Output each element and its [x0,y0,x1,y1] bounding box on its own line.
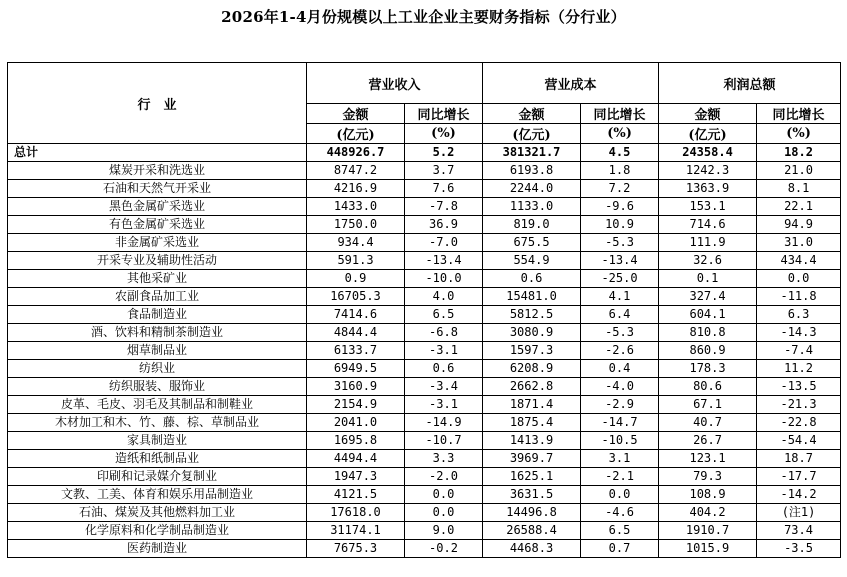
table-row [8,288,841,306]
cost-amount: 6208.9 [483,360,581,378]
cost-growth-unit: (%) [581,124,659,144]
cost-amount: 554.9 [483,252,581,270]
profit-amount: 108.9 [659,486,757,504]
profit-growth: -13.5 [757,378,841,396]
table-row [8,216,841,234]
cost-amount: 14496.8 [483,504,581,522]
revenue-amount: 8747.2 [307,162,405,180]
profit-growth: 73.4 [757,522,841,540]
revenue-growth-unit: (%) [405,124,483,144]
profit-growth: -17.7 [757,468,841,486]
cost-growth: 0.0 [581,486,659,504]
revenue-amount: 591.3 [307,252,405,270]
profit-amount: 32.6 [659,252,757,270]
profit-amount: 1363.9 [659,180,757,198]
cost-growth: -13.4 [581,252,659,270]
revenue-growth: 5.2 [405,144,483,162]
profit-amount: 24358.4 [659,144,757,162]
cost-amount: 3969.7 [483,450,581,468]
industry-name: 印刷和记录媒介复制业 [8,468,307,486]
cost-growth: -4.6 [581,504,659,522]
industry-name: 黑色金属矿采选业 [8,198,307,216]
cost-amount: 1133.0 [483,198,581,216]
revenue-amount: 4844.4 [307,324,405,342]
cost-growth: 7.2 [581,180,659,198]
profit-amount: 860.9 [659,342,757,360]
revenue-amount: 16705.3 [307,288,405,306]
cost-growth: -9.6 [581,198,659,216]
revenue-amount: 448926.7 [307,144,405,162]
table-row [8,450,841,468]
revenue-amount: 1947.3 [307,468,405,486]
revenue-growth: 36.9 [405,216,483,234]
table-body [8,144,841,558]
revenue-growth: -7.0 [405,234,483,252]
cost-amount-header: 金额 [483,104,581,124]
revenue-growth: -10.7 [405,432,483,450]
table-row [8,414,841,432]
table-row [8,324,841,342]
revenue-growth: 4.0 [405,288,483,306]
revenue-growth: -2.0 [405,468,483,486]
cost-growth: -2.9 [581,396,659,414]
profit-growth: 18.7 [757,450,841,468]
table-row [8,468,841,486]
revenue-growth: -6.8 [405,324,483,342]
revenue-amount: 7675.3 [307,540,405,558]
cost-growth: 1.8 [581,162,659,180]
cost-growth: -2.1 [581,468,659,486]
table-row [8,486,841,504]
table-row [8,540,841,558]
cost-amount: 2244.0 [483,180,581,198]
profit-growth: -14.3 [757,324,841,342]
revenue-growth: -14.9 [405,414,483,432]
table-row [8,306,841,324]
cost-header: 营业成本 [483,63,659,104]
industry-name: 木材加工和木、竹、藤、棕、草制品业 [8,414,307,432]
profit-amount-unit: (亿元) [659,124,757,144]
revenue-growth: 6.5 [405,306,483,324]
revenue-amount: 7414.6 [307,306,405,324]
revenue-growth: 9.0 [405,522,483,540]
profit-growth: 18.2 [757,144,841,162]
revenue-amount: 6949.5 [307,360,405,378]
profit-amount: 67.1 [659,396,757,414]
cost-amount: 1871.4 [483,396,581,414]
profit-amount: 1015.9 [659,540,757,558]
cost-amount: 26588.4 [483,522,581,540]
industry-name: 石油、煤炭及其他燃料加工业 [8,504,307,522]
table-row [8,396,841,414]
revenue-growth: -13.4 [405,252,483,270]
profit-amount: 1242.3 [659,162,757,180]
profit-amount: 26.7 [659,432,757,450]
table-row [8,234,841,252]
profit-growth: (注1) [757,504,841,522]
industry-name: 非金属矿采选业 [8,234,307,252]
table-row [8,378,841,396]
profit-growth: -7.4 [757,342,841,360]
profit-amount: 0.1 [659,270,757,288]
revenue-growth: 7.6 [405,180,483,198]
profit-growth: 0.0 [757,270,841,288]
industry-name: 造纸和纸制品业 [8,450,307,468]
cost-amount: 0.6 [483,270,581,288]
profit-growth: 21.0 [757,162,841,180]
industry-name: 石油和天然气开采业 [8,180,307,198]
profit-amount: 404.2 [659,504,757,522]
revenue-growth: -3.1 [405,396,483,414]
revenue-amount: 31174.1 [307,522,405,540]
revenue-amount: 17618.0 [307,504,405,522]
table-row [8,342,841,360]
profit-growth: 434.4 [757,252,841,270]
profit-amount: 1910.7 [659,522,757,540]
profit-growth: -14.2 [757,486,841,504]
table-row [8,522,841,540]
revenue-amount: 3160.9 [307,378,405,396]
revenue-amount: 4216.9 [307,180,405,198]
revenue-amount: 4121.5 [307,486,405,504]
cost-growth: 10.9 [581,216,659,234]
profit-amount: 178.3 [659,360,757,378]
profit-amount: 153.1 [659,198,757,216]
total-row [8,144,841,162]
revenue-header: 营业收入 [307,63,483,104]
industry-name: 纺织服装、服饰业 [8,378,307,396]
industry-name: 烟草制品业 [8,342,307,360]
profit-growth-unit: (%) [757,124,841,144]
revenue-growth: 0.0 [405,486,483,504]
profit-amount: 810.8 [659,324,757,342]
profit-growth: -11.8 [757,288,841,306]
cost-amount: 819.0 [483,216,581,234]
industry-name: 农副食品加工业 [8,288,307,306]
profit-growth: 94.9 [757,216,841,234]
profit-amount: 40.7 [659,414,757,432]
profit-header: 利润总额 [659,63,841,104]
revenue-growth: 0.0 [405,504,483,522]
cost-growth: 6.5 [581,522,659,540]
industry-name: 煤炭开采和洗选业 [8,162,307,180]
cost-amount: 4468.3 [483,540,581,558]
profit-growth: -21.3 [757,396,841,414]
cost-amount: 15481.0 [483,288,581,306]
profit-growth: -54.4 [757,432,841,450]
profit-growth: 11.2 [757,360,841,378]
revenue-growth: -0.2 [405,540,483,558]
cost-amount: 1875.4 [483,414,581,432]
cost-amount-unit: (亿元) [483,124,581,144]
revenue-amount: 0.9 [307,270,405,288]
table-row [8,180,841,198]
cost-growth: 0.4 [581,360,659,378]
cost-amount: 1597.3 [483,342,581,360]
cost-growth: 4.5 [581,144,659,162]
industry-name: 酒、饮料和精制茶制造业 [8,324,307,342]
profit-amount-header: 金额 [659,104,757,124]
cost-growth: -2.6 [581,342,659,360]
cost-amount: 3631.5 [483,486,581,504]
cost-growth: 0.7 [581,540,659,558]
cost-amount: 3080.9 [483,324,581,342]
cost-growth: -4.0 [581,378,659,396]
profit-amount: 604.1 [659,306,757,324]
revenue-amount: 6133.7 [307,342,405,360]
revenue-growth: -3.4 [405,378,483,396]
cost-amount: 381321.7 [483,144,581,162]
industry-name: 皮革、毛皮、羽毛及其制品和制鞋业 [8,396,307,414]
profit-growth: 6.3 [757,306,841,324]
industry-name: 文教、工美、体育和娱乐用品制造业 [8,486,307,504]
profit-amount: 111.9 [659,234,757,252]
revenue-amount-header: 金额 [307,104,405,124]
cost-growth: 4.1 [581,288,659,306]
industry-name: 有色金属矿采选业 [8,216,307,234]
cost-growth: -5.3 [581,234,659,252]
cost-amount: 5812.5 [483,306,581,324]
profit-growth-header: 同比增长 [757,104,841,124]
industry-name: 纺织业 [8,360,307,378]
table-row [8,504,841,522]
revenue-amount: 1750.0 [307,216,405,234]
cost-growth: -5.3 [581,324,659,342]
cost-growth-header: 同比增长 [581,104,659,124]
profit-growth: 22.1 [757,198,841,216]
industry-name: 开采专业及辅助性活动 [8,252,307,270]
table-row [8,270,841,288]
table-row [8,432,841,450]
cost-growth: 6.4 [581,306,659,324]
table-row [8,360,841,378]
industry-name: 总计 [8,144,307,162]
revenue-amount: 4494.4 [307,450,405,468]
revenue-amount: 934.4 [307,234,405,252]
revenue-amount: 2041.0 [307,414,405,432]
table-row [8,252,841,270]
profit-amount: 79.3 [659,468,757,486]
profit-amount: 123.1 [659,450,757,468]
table-row [8,198,841,216]
revenue-growth: -7.8 [405,198,483,216]
profit-amount: 714.6 [659,216,757,234]
revenue-amount-unit: (亿元) [307,124,405,144]
profit-growth: 31.0 [757,234,841,252]
industry-name: 家具制造业 [8,432,307,450]
cost-amount: 1413.9 [483,432,581,450]
cost-amount: 2662.8 [483,378,581,396]
cost-growth: -25.0 [581,270,659,288]
page-title: 2026年1-4月份规模以上工业企业主要财务指标（分行业） [221,8,626,26]
revenue-growth: 3.3 [405,450,483,468]
cost-growth: -14.7 [581,414,659,432]
revenue-amount: 1433.0 [307,198,405,216]
cost-amount: 6193.8 [483,162,581,180]
profit-growth: -3.5 [757,540,841,558]
cost-growth: 3.1 [581,450,659,468]
industry-name: 食品制造业 [8,306,307,324]
cost-amount: 675.5 [483,234,581,252]
financial-indicators-table [7,62,841,558]
revenue-growth: -3.1 [405,342,483,360]
cost-growth: -10.5 [581,432,659,450]
revenue-growth: 3.7 [405,162,483,180]
revenue-growth: -10.0 [405,270,483,288]
profit-growth: 8.1 [757,180,841,198]
industry-header: 行 业 [8,63,307,144]
revenue-amount: 1695.8 [307,432,405,450]
profit-growth: -22.8 [757,414,841,432]
revenue-growth-header: 同比增长 [405,104,483,124]
profit-amount: 80.6 [659,378,757,396]
profit-amount: 327.4 [659,288,757,306]
table-row [8,162,841,180]
revenue-growth: 0.6 [405,360,483,378]
industry-name: 医药制造业 [8,540,307,558]
revenue-amount: 2154.9 [307,396,405,414]
industry-name: 其他采矿业 [8,270,307,288]
cost-amount: 1625.1 [483,468,581,486]
industry-name: 化学原料和化学制品制造业 [8,522,307,540]
